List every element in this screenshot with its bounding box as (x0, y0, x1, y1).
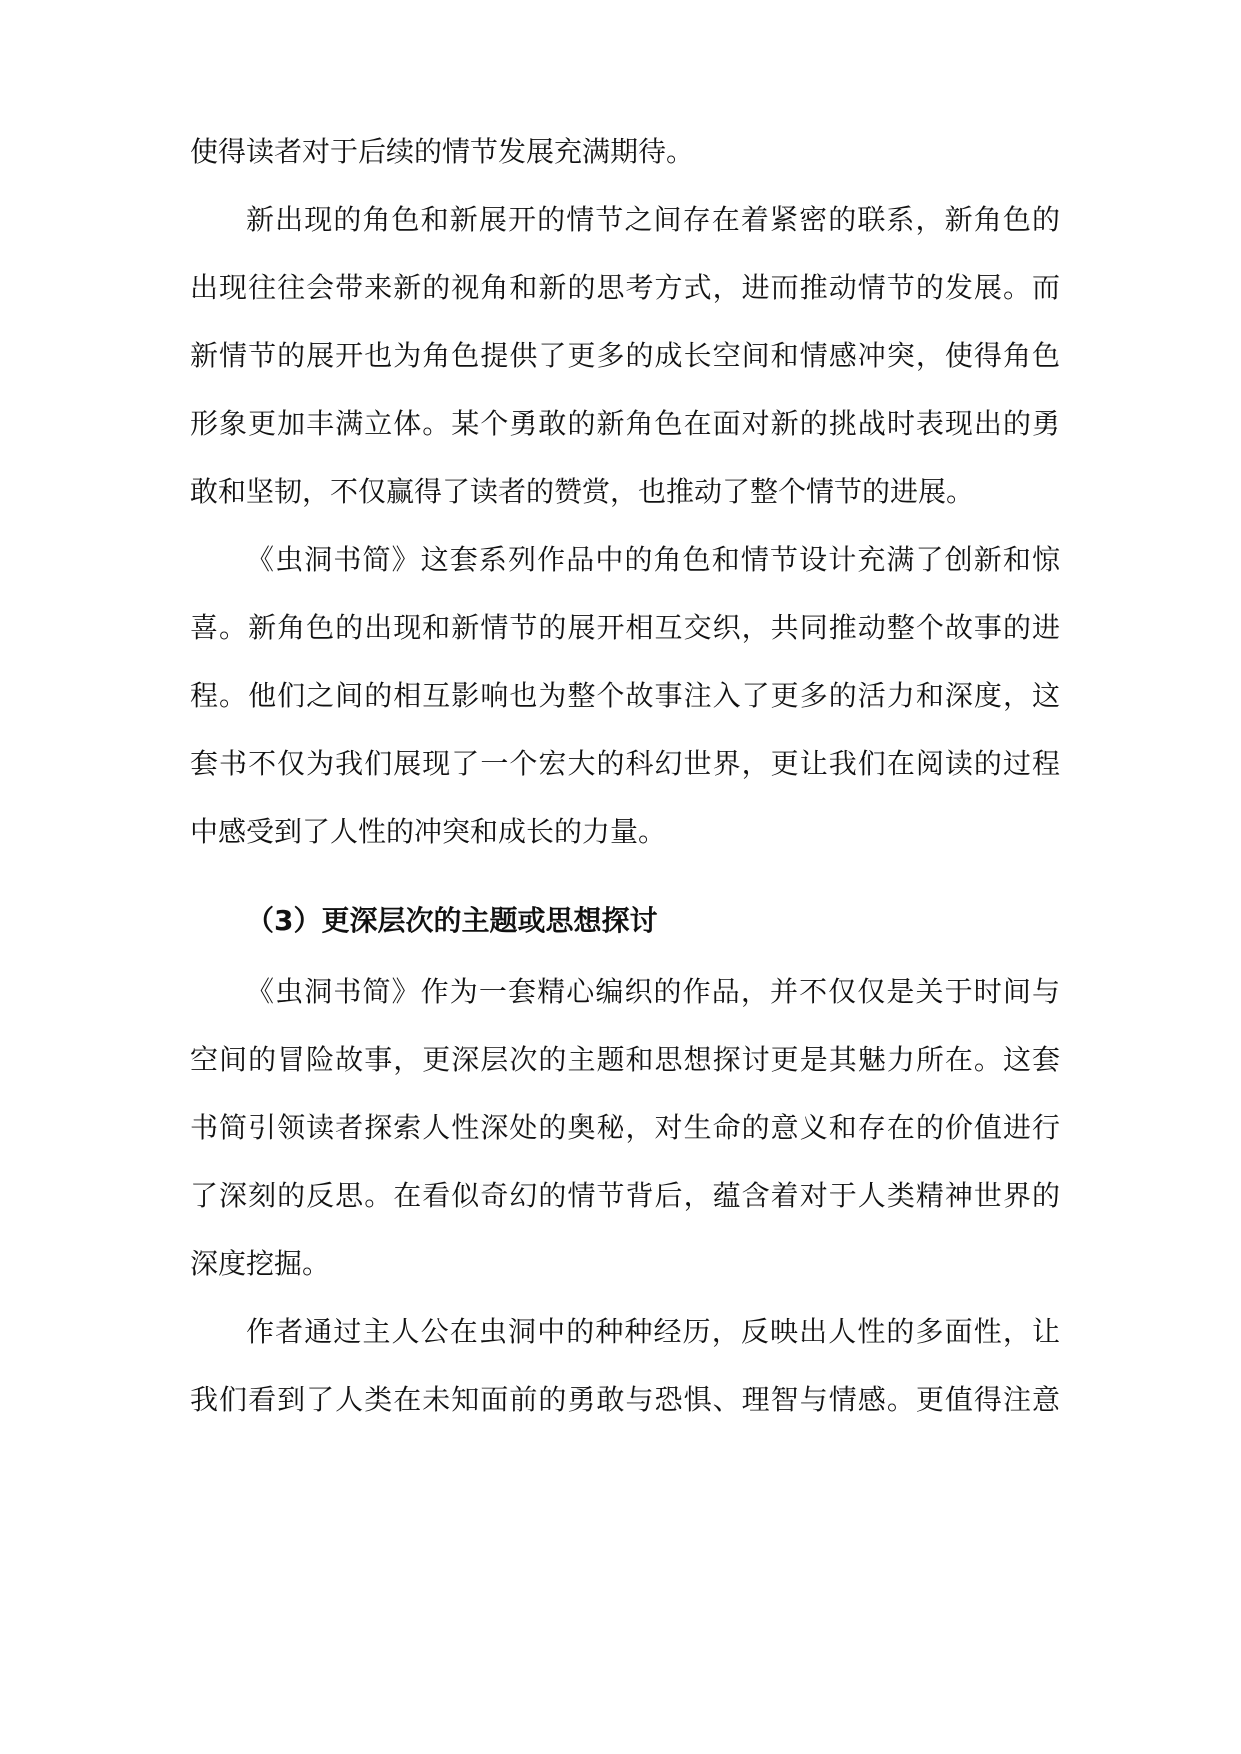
text-line: 书简引领读者探索人性深处的奥秘，对生命的意义和存在的价值进行 (190, 1111, 1060, 1144)
text-line: 作者通过主人公在虫洞中的种种经历，反映出人性的多面性，让 (246, 1315, 1060, 1348)
text-line: 空间的冒险故事，更深层次的主题和思想探讨更是其魅力所在。这套 (190, 1043, 1060, 1076)
text-line: 形象更加丰满立体。某个勇敢的新角色在面对新的挑战时表现出的勇 (190, 407, 1060, 440)
text-line: 《虫洞书简》作为一套精心编织的作品，并不仅仅是关于时间与 (246, 975, 1060, 1008)
text-line: 程。他们之间的相互影响也为整个故事注入了更多的活力和深度，这 (190, 679, 1060, 712)
text-line: 喜。新角色的出现和新情节的展开相互交织，共同推动整个故事的进 (190, 611, 1060, 644)
text-line: 出现往往会带来新的视角和新的思考方式，进而推动情节的发展。而 (190, 271, 1060, 304)
text-line: 使得读者对于后续的情节发展充满期待。 (190, 135, 695, 168)
text-line: 深度挖掘。 (190, 1247, 331, 1280)
text-line: 中感受到了人性的冲突和成长的力量。 (190, 815, 667, 848)
text-line: 新出现的角色和新展开的情节之间存在着紧密的联系，新角色的 (246, 203, 1060, 236)
section-heading: （3）更深层次的主题或思想探讨 (246, 904, 658, 937)
text-line: 《虫洞书简》这套系列作品中的角色和情节设计充满了创新和惊 (246, 543, 1060, 576)
text-line: 了深刻的反思。在看似奇幻的情节背后，蕴含着对于人类精神世界的 (190, 1179, 1060, 1212)
text-line: 我们看到了人类在未知面前的勇敢与恐惧、理智与情感。更值得注意 (190, 1383, 1060, 1416)
text-line: 套书不仅为我们展现了一个宏大的科幻世界，更让我们在阅读的过程 (190, 747, 1060, 780)
text-line: 新情节的展开也为角色提供了更多的成长空间和情感冲突，使得角色 (190, 339, 1060, 372)
text-line: 敢和坚韧，不仅赢得了读者的赞赏，也推动了整个情节的进展。 (190, 475, 975, 508)
